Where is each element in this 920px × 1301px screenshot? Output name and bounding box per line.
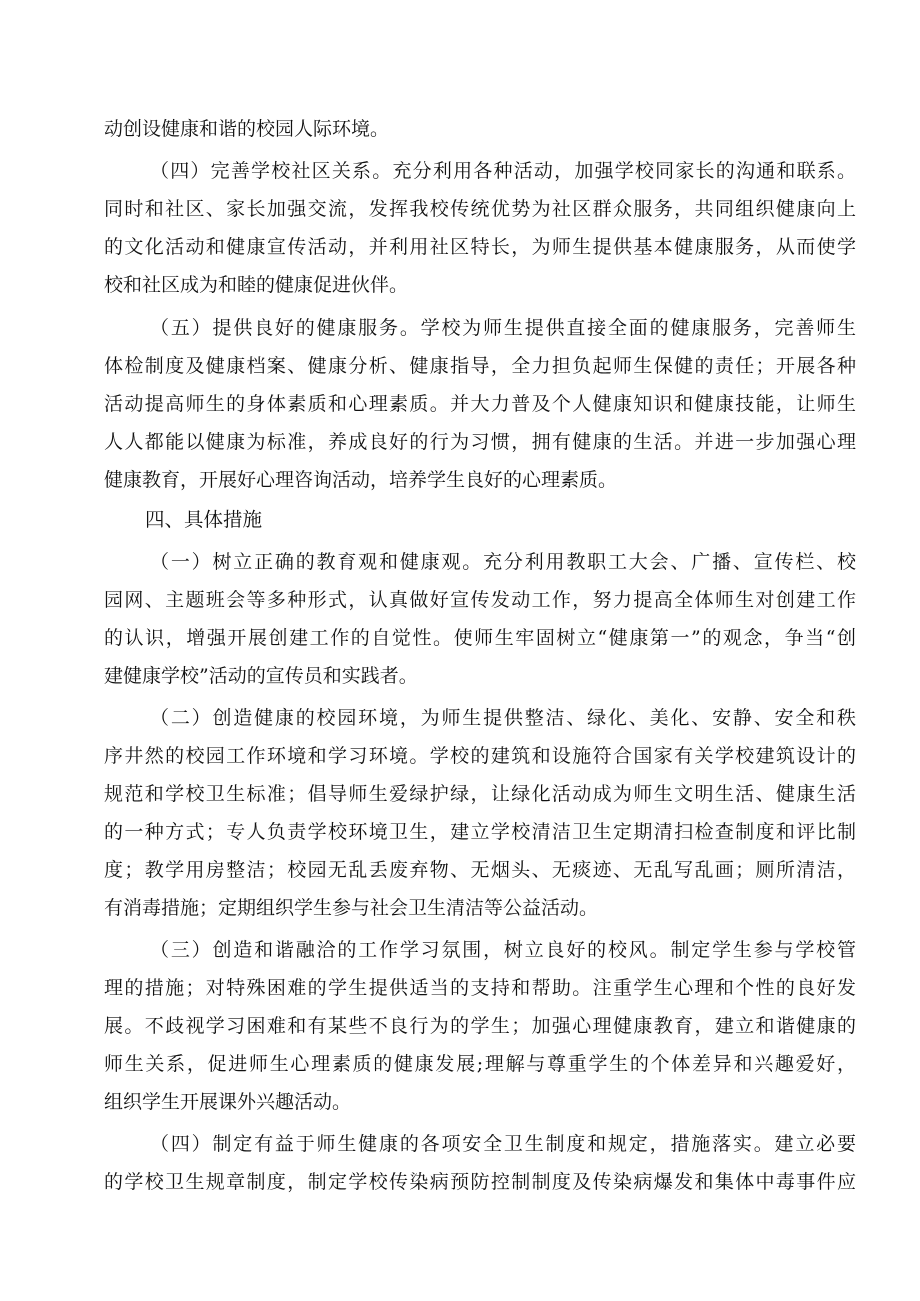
text-line: 序井然的校园工作环境和学习环境。学校的建筑和设施符合国家有关学校建筑设计的 [104, 745, 856, 767]
text-line: 展。不歧视学习困难和有某些不良行为的学生；加强心理健康教育，建立和谐健康的 [104, 1015, 856, 1037]
text-line: 人人都能以健康为标准，养成良好的行为习惯，拥有健康的生活。并进一步加强心理 [104, 431, 856, 453]
paragraph-start-line: （三）创造和谐融洽的工作学习氛围，树立良好的校风。制定学生参与学校管 [150, 939, 856, 961]
text-line: 的一种方式；专人负责学校环境卫生，建立学校清洁卫生定期清扫检查制度和评比制 [104, 821, 856, 843]
text-line: 体检制度及健康档案、健康分析、健康指导，全力担负起师生保健的责任；开展各种 [104, 355, 856, 377]
paragraph-start-line: （五）提供良好的健康服务。学校为师生提供直接全面的健康服务，完善师生 [150, 317, 856, 339]
text-line: 的文化活动和健康宣传活动，并利用社区特长，为师生提供基本健康服务，从而使学 [104, 236, 856, 258]
paragraph-start-line: （四）完善学校社区关系。充分利用各种活动，加强学校同家长的沟通和联系。 [150, 160, 856, 182]
text-line: 的学校卫生规章制度，制定学校传染病预防控制制度及传染病爆发和集体中毒事件应 [104, 1171, 856, 1193]
paragraph-start-line: （一）树立正确的教育观和健康观。充分利用教职工大会、广播、宣传栏、校 [150, 551, 856, 573]
text-line: 活动提高师生的身体素质和心理素质。并大力普及个人健康知识和健康技能，让师生 [104, 393, 856, 415]
text-line: 理的措施；对特殊困难的学生提供适当的支持和帮助。注重学生心理和个性的良好发 [104, 977, 856, 999]
text-line: 同时和社区、家长加强交流，发挥我校传统优势为社区群众服务，共同组织健康向上 [104, 198, 856, 220]
text-line: 的认识，增强开展创建工作的自觉性。使师生牢固树立“健康第一”的观念，争当“创 [104, 627, 856, 649]
text-line: 组织学生开展课外兴趣活动。 [104, 1091, 352, 1113]
text-line: 动创设健康和谐的校园人际环境。 [104, 118, 390, 140]
text-line: 师生关系，促进师生心理素质的健康发展;理解与尊重学生的个体差异和兴趣爱好， [104, 1053, 856, 1075]
section-heading: 四、具体措施 [145, 508, 263, 531]
text-line: 健康教育，开展好心理咨询活动，培养学生良好的心理素质。 [104, 469, 618, 491]
text-line: 园网、主题班会等多种形式，认真做好宣传发动工作，努力提高全体师生对创建工作 [104, 589, 856, 611]
text-line: 规范和学校卫生标准；倡导师生爱绿护绿，让绿化活动成为师生文明生活、健康生活 [104, 783, 856, 805]
text-line: 有消毒措施；定期组织学生参与社会卫生清洁等公益活动。 [104, 897, 599, 919]
text-line: 建健康学校”活动的宣传员和实践者。 [104, 665, 418, 687]
text-line: 度；教学用房整洁；校园无乱丢废弃物、无烟头、无痰迹、无乱写乱画；厕所清洁， [104, 859, 856, 881]
text-line: 校和社区成为和睦的健康促进伙伴。 [104, 274, 409, 296]
paragraph-start-line: （二）创造健康的校园环境，为师生提供整洁、绿化、美化、安静、安全和秩 [150, 707, 856, 729]
paragraph-start-line: （四）制定有益于师生健康的各项安全卫生制度和规定，措施落实。建立必要 [150, 1133, 856, 1155]
